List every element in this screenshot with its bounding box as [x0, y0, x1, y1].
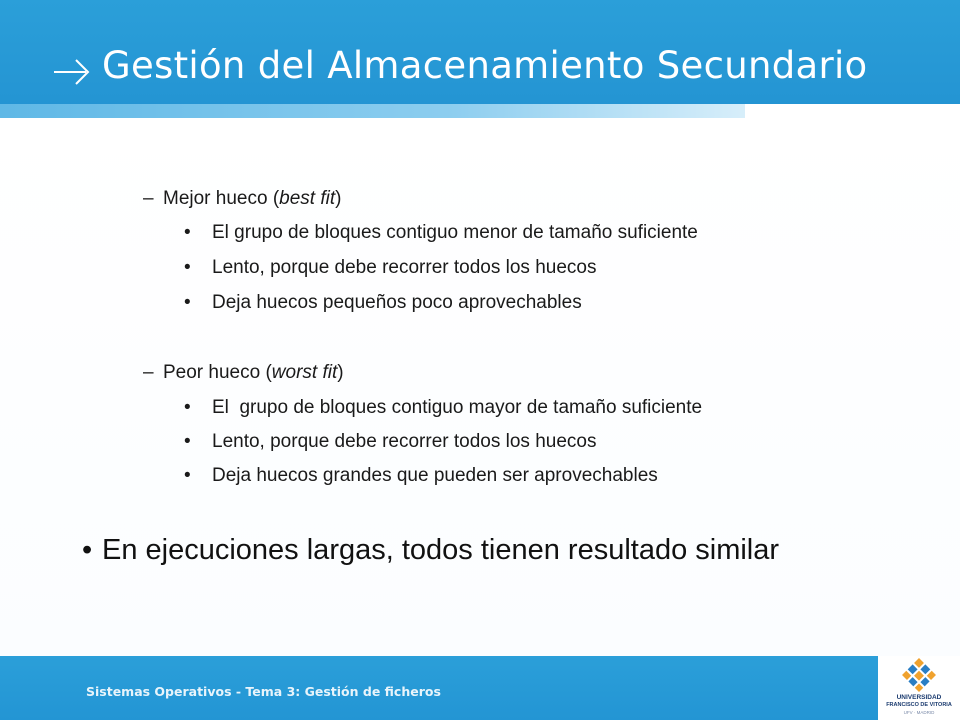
section-heading-text: Peor hueco (worst fit) — [163, 362, 344, 383]
section-heading-text: Mejor hueco (best fit) — [163, 188, 342, 209]
arrow-right-icon — [52, 50, 92, 90]
list-item-text: El grupo de bloques contiguo menor de tamaño suficiente — [212, 222, 698, 243]
bullet-marker: • — [184, 465, 191, 486]
footer-text: Sistemas Operativos - Tema 3: Gestión de ficheros — [86, 684, 441, 699]
list-item-text: El grupo de bloques contiguo mayor de tamaño suficiente — [212, 397, 703, 418]
slide-title: Gestión del Almacenamiento Secundario — [102, 44, 868, 87]
header-accent-strip — [0, 104, 745, 118]
list-item-text: Lento, porque debe recorrer todos los huecos — [212, 431, 597, 452]
dash-marker: – — [143, 362, 154, 383]
list-item-text: Deja huecos grandes que pueden ser aprovechables — [212, 465, 658, 486]
bullet-marker: • — [184, 397, 191, 418]
bullet-marker: • — [184, 292, 191, 313]
header-strip-gap — [745, 104, 960, 118]
conclusion-text: En ejecuciones largas, todos tienen resultado similar — [102, 534, 780, 566]
bullet-marker: • — [184, 222, 191, 243]
logo-line-3: UFV · MADRID — [903, 710, 935, 715]
bullet-marker: • — [184, 257, 191, 278]
dash-marker: – — [143, 188, 154, 209]
logo-line-2: FRANCISCO DE VITORIA — [886, 702, 952, 708]
bullet-marker: • — [82, 534, 93, 566]
bullet-marker: • — [184, 431, 191, 452]
list-item-text: Lento, porque debe recorrer todos los huecos — [212, 257, 597, 278]
logo-line-1: UNIVERSIDAD — [896, 694, 942, 701]
list-item-text: Deja huecos pequeños poco aprovechables — [212, 292, 582, 313]
